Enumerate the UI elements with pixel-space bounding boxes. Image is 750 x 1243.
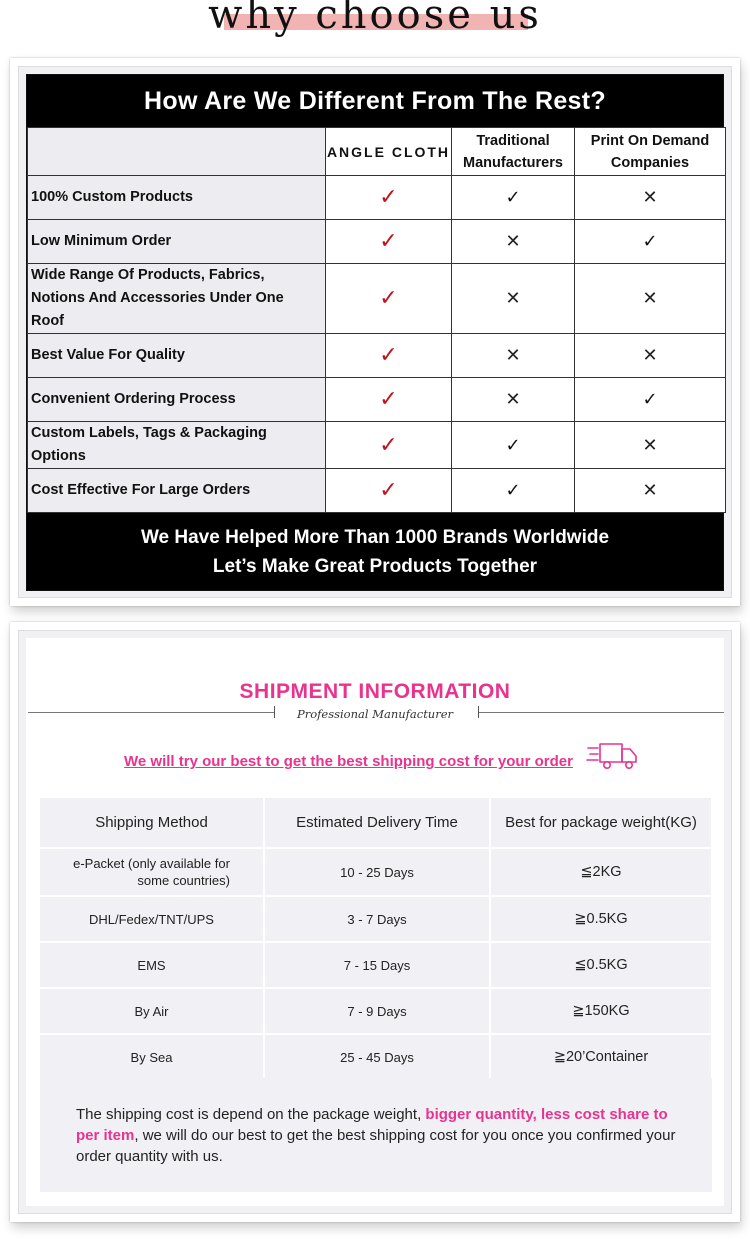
check-icon: ✓: [379, 478, 398, 503]
check-icon: ✓: [642, 231, 658, 252]
shipment-frame: [10, 622, 740, 1222]
check-icon: ✓: [505, 187, 521, 208]
check-icon: ✓: [505, 434, 521, 456]
table-row: [40, 896, 712, 942]
footer-line-1: We Have Helped More Than 1000 Brands Worldwide: [140, 527, 610, 548]
time-cell: 7 - 15 Days: [264, 942, 490, 988]
shipment-title: SHIPMENT INFORMATION: [239, 680, 511, 703]
method-cell: EMS: [40, 942, 264, 988]
method-cell: DHL/Fedex/TNT/UPS: [40, 896, 264, 942]
table-row: [28, 378, 726, 422]
comparison-table: [26, 74, 724, 591]
check-icon: ✓: [379, 229, 398, 254]
column-header-delivery-time: Estimated Delivery Time: [264, 798, 490, 848]
column-header-traditional: Traditional Manufacturers: [452, 128, 575, 176]
table-row: [28, 469, 726, 513]
table-row: [40, 988, 712, 1034]
method-cell: e-Packet (only available for some countries): [40, 848, 264, 896]
check-icon: ✓: [505, 480, 521, 501]
feature-label: Low Minimum Order: [28, 220, 326, 264]
check-icon: ✓: [379, 432, 398, 458]
comparison-frame: [10, 58, 740, 606]
table-row: [28, 264, 726, 334]
note-highlight: bigger quantity, less cost share to per item: [76, 1106, 668, 1144]
method-cell: By Air: [40, 988, 264, 1034]
cross-icon: ✕: [505, 345, 521, 366]
table-row: [28, 334, 726, 378]
cross-icon: ✕: [642, 288, 658, 309]
table-row: [40, 942, 712, 988]
check-icon: ✓: [642, 389, 658, 410]
method-cell: By Sea: [40, 1034, 264, 1080]
check-icon: ✓: [379, 185, 398, 210]
column-header-print-on-demand: Print On Demand Companies: [575, 128, 726, 176]
check-icon: ✓: [379, 343, 398, 368]
weight-cell: ≧150KG: [490, 988, 712, 1034]
feature-label: Wide Range Of Products, Fabrics, Notions And Accessories Under One Roof: [28, 264, 326, 334]
weight-cell: ≧20’Container: [490, 1034, 712, 1080]
shipment-panel: [26, 638, 724, 1206]
cross-icon: ✕: [642, 434, 658, 456]
column-header-method: Shipping Method: [40, 798, 264, 848]
check-icon: ✓: [379, 387, 398, 412]
table-row: [28, 422, 726, 469]
feature-label: Convenient Ordering Process: [28, 378, 326, 422]
feature-label: 100% Custom Products: [28, 176, 326, 220]
column-header-weight: Best for package weight(KG): [490, 798, 712, 848]
comparison-title: How Are We Different From The Rest?: [27, 75, 723, 127]
footer-line-2: Let’s Make Great Products Together: [212, 556, 538, 577]
cross-icon: ✕: [642, 187, 658, 208]
cross-icon: ✕: [505, 231, 521, 252]
delivery-truck-icon: [586, 738, 638, 772]
weight-cell: ≧0.5KG: [490, 896, 712, 942]
feature-label: Cost Effective For Large Orders: [28, 469, 326, 513]
weight-cell: ≦0.5KG: [490, 942, 712, 988]
time-cell: 7 - 9 Days: [264, 988, 490, 1034]
shipping-note: The shipping cost is depend on the package weight, bigger quantity, less cost share to per item, we will do our best to get the best shipping cost for you once you confirmed your order quantity with us.: [40, 1078, 712, 1192]
table-row: [28, 220, 726, 264]
cross-icon: ✕: [642, 345, 658, 366]
section-title: why choose us: [208, 0, 542, 38]
weight-cell: ≦2KG: [490, 848, 712, 896]
feature-label: Best Value For Quality: [28, 334, 326, 378]
table-row: [40, 848, 712, 896]
section-header: [0, 0, 750, 48]
column-header-angle-cloth: ANGLE CLOTH: [326, 128, 452, 176]
time-cell: 3 - 7 Days: [264, 896, 490, 942]
time-cell: 10 - 25 Days: [264, 848, 490, 896]
cross-icon: ✕: [642, 480, 658, 501]
cross-icon: ✕: [505, 288, 521, 309]
time-cell: 25 - 45 Days: [264, 1034, 490, 1080]
comparison-footer: [27, 513, 723, 590]
header-corner-cell: [28, 128, 326, 176]
shipment-subtitle: Professional Manufacturer: [296, 707, 454, 721]
shipping-promo-link[interactable]: We will try our best to get the best shipping cost for your order: [124, 753, 573, 770]
cross-icon: ✕: [505, 389, 521, 410]
table-row: [40, 1034, 712, 1080]
feature-label: Custom Labels, Tags & Packaging Options: [28, 422, 326, 469]
check-icon: ✓: [379, 286, 398, 311]
shipping-table: [40, 798, 713, 1081]
table-row: [28, 176, 726, 220]
